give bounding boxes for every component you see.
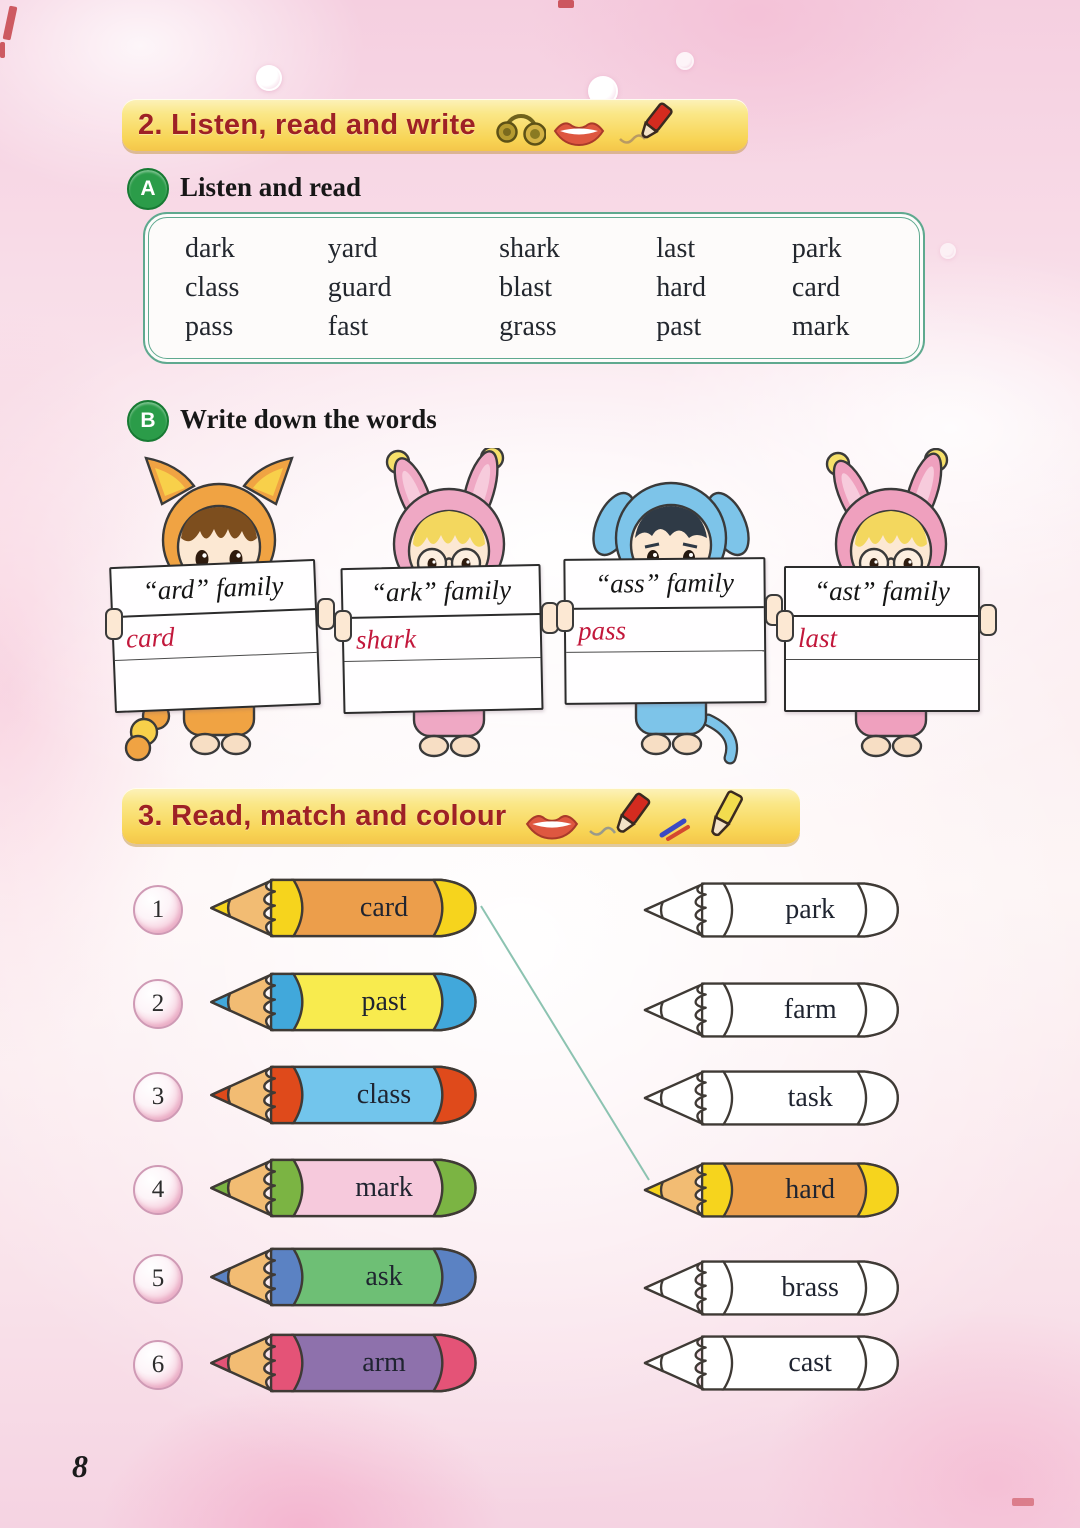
word: class: [185, 272, 240, 303]
word: past: [656, 311, 702, 342]
pencil-park[interactable]: [636, 879, 904, 941]
answer-sign-ast: [784, 566, 980, 712]
word: card: [791, 272, 841, 303]
character-cat-girl: [104, 448, 334, 770]
blue-scribble-icon: [658, 813, 692, 843]
scan-artifact: [0, 42, 5, 58]
scan-artifact: [1012, 1498, 1034, 1506]
red-pencil-icon: [586, 791, 652, 843]
pencil-class[interactable]: [202, 1062, 482, 1128]
word: shark: [499, 233, 560, 264]
hand: [979, 604, 997, 636]
pencil-mark[interactable]: [202, 1155, 482, 1221]
pencil-word: card: [359, 892, 409, 923]
page-number: 8: [72, 1448, 88, 1484]
answer-field[interactable]: card: [113, 610, 317, 661]
pencil-word: task: [787, 1082, 833, 1113]
character-bunny-girl: [334, 448, 564, 770]
part-b-heading: Write down the words: [180, 404, 437, 434]
section3-title: 3. Read, match and colour: [138, 799, 507, 832]
answer-field[interactable]: pass: [566, 608, 764, 653]
word-table: [143, 212, 925, 364]
word: fast: [327, 311, 369, 342]
item-number-1: 1: [133, 885, 183, 935]
answer-sign-ark: [340, 564, 543, 714]
word: mark: [791, 311, 850, 342]
pencil-farm[interactable]: [636, 979, 904, 1041]
word: yard: [327, 233, 378, 264]
part-a-heading: Listen and read: [180, 172, 362, 202]
word: last: [656, 233, 696, 264]
family-title: “ast” family: [786, 568, 978, 617]
pencil-word: arm: [362, 1347, 406, 1378]
hand: [317, 598, 335, 630]
answer-field-empty[interactable]: [115, 653, 319, 711]
item-number-3: 3: [133, 1072, 183, 1122]
pencil-word: farm: [783, 994, 837, 1025]
item-number-5: 5: [133, 1254, 183, 1304]
answer-field[interactable]: last: [786, 617, 978, 660]
pencil-word: park: [785, 894, 836, 925]
pencil-word: class: [356, 1079, 412, 1110]
pencil-word: cast: [788, 1347, 832, 1378]
section2-title: 2. Listen, read and write: [138, 108, 476, 141]
character-bunny-girl-2: [776, 448, 1006, 770]
answer-field[interactable]: shark: [344, 615, 541, 662]
section2-banner: [122, 99, 748, 151]
answer-field-empty[interactable]: [786, 660, 978, 710]
hand: [556, 600, 574, 632]
word: guard: [327, 272, 392, 303]
character-dog-boy: [556, 448, 786, 770]
hand: [334, 610, 352, 642]
item-number-2: 2: [133, 979, 183, 1029]
part-b-badge: B: [127, 400, 169, 442]
pencil-task[interactable]: [636, 1067, 904, 1129]
pencil-past[interactable]: [202, 969, 482, 1035]
pencil-arm[interactable]: [202, 1330, 482, 1396]
pencil-brass[interactable]: [636, 1257, 904, 1319]
word: park: [791, 233, 842, 264]
part-a-badge: A: [127, 168, 169, 210]
bubble: [256, 65, 282, 91]
yellow-pencil-icon: [698, 789, 750, 843]
bubble: [676, 52, 694, 70]
item-number-6: 6: [133, 1340, 183, 1390]
pencil-word: ask: [365, 1261, 403, 1292]
lips-icon: [552, 115, 606, 149]
pencil-word: past: [361, 986, 407, 1017]
pencil-word: mark: [355, 1172, 413, 1203]
pencil-card[interactable]: [202, 875, 482, 941]
pencil-ask[interactable]: [202, 1244, 482, 1310]
headphones-icon: [494, 105, 546, 149]
lips-icon: [524, 807, 580, 843]
word: grass: [499, 311, 557, 342]
scan-artifact: [3, 6, 18, 41]
answer-sign-ard: [109, 559, 321, 713]
answer-field-empty[interactable]: [344, 658, 541, 712]
hand: [105, 608, 123, 640]
family-title: “ark” family: [343, 566, 540, 619]
pencil-cast[interactable]: [636, 1332, 904, 1394]
hand: [776, 610, 794, 642]
item-number-4: 4: [133, 1165, 183, 1215]
bubble: [940, 243, 956, 259]
word: blast: [499, 272, 553, 303]
pencil-word: brass: [781, 1272, 839, 1303]
red-pencil-writing-icon: [612, 101, 674, 149]
section3-banner: [122, 788, 800, 844]
family-title: “ass” family: [565, 559, 763, 610]
word: hard: [656, 272, 706, 303]
answer-field-empty[interactable]: [566, 651, 764, 703]
family-title: “ard” family: [111, 561, 315, 618]
pencil-hard[interactable]: [636, 1159, 904, 1221]
pencil-word: hard: [785, 1174, 836, 1205]
word: dark: [185, 233, 235, 264]
scan-artifact: [558, 0, 574, 8]
word: pass: [185, 311, 234, 342]
match-line-card-hard: [481, 906, 649, 1180]
answer-sign-ass: [563, 557, 766, 705]
